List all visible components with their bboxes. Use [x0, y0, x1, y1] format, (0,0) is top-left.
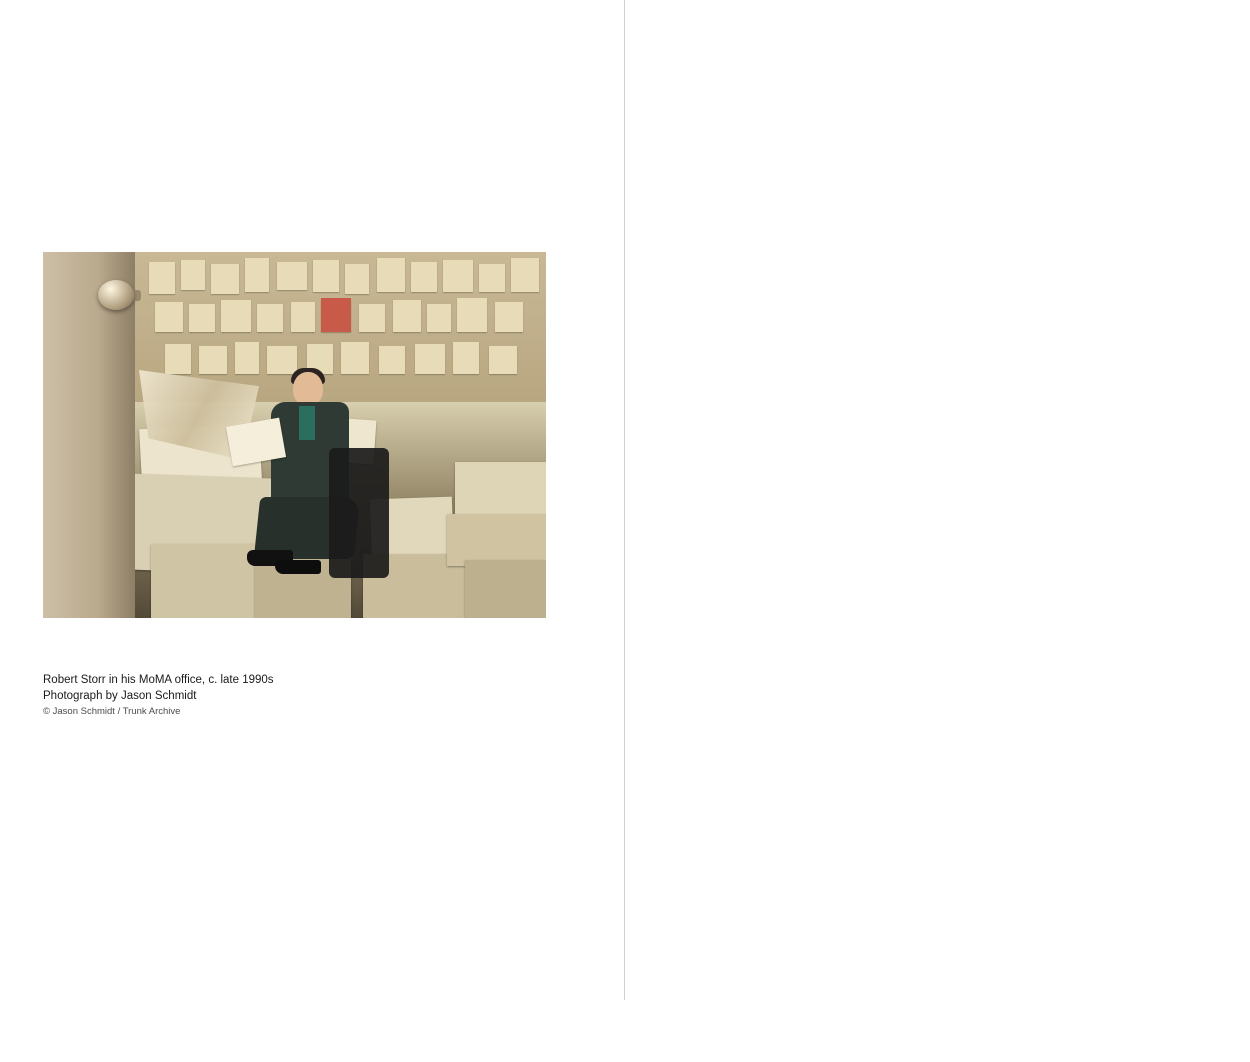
office-photograph [43, 252, 546, 618]
photo-caption [43, 672, 463, 720]
caption-line-2: Photograph by Jason Schmidt [43, 690, 197, 702]
photo-doorknob [98, 280, 134, 310]
photo-chair [329, 448, 389, 578]
left-page [0, 0, 625, 1000]
right-page [625, 0, 1250, 1000]
caption-line-1: Robert Storr in his MoMA office, c. late 1990s [43, 674, 274, 686]
photo-credit: © Jason Schmidt / Trunk Archive [43, 706, 181, 717]
